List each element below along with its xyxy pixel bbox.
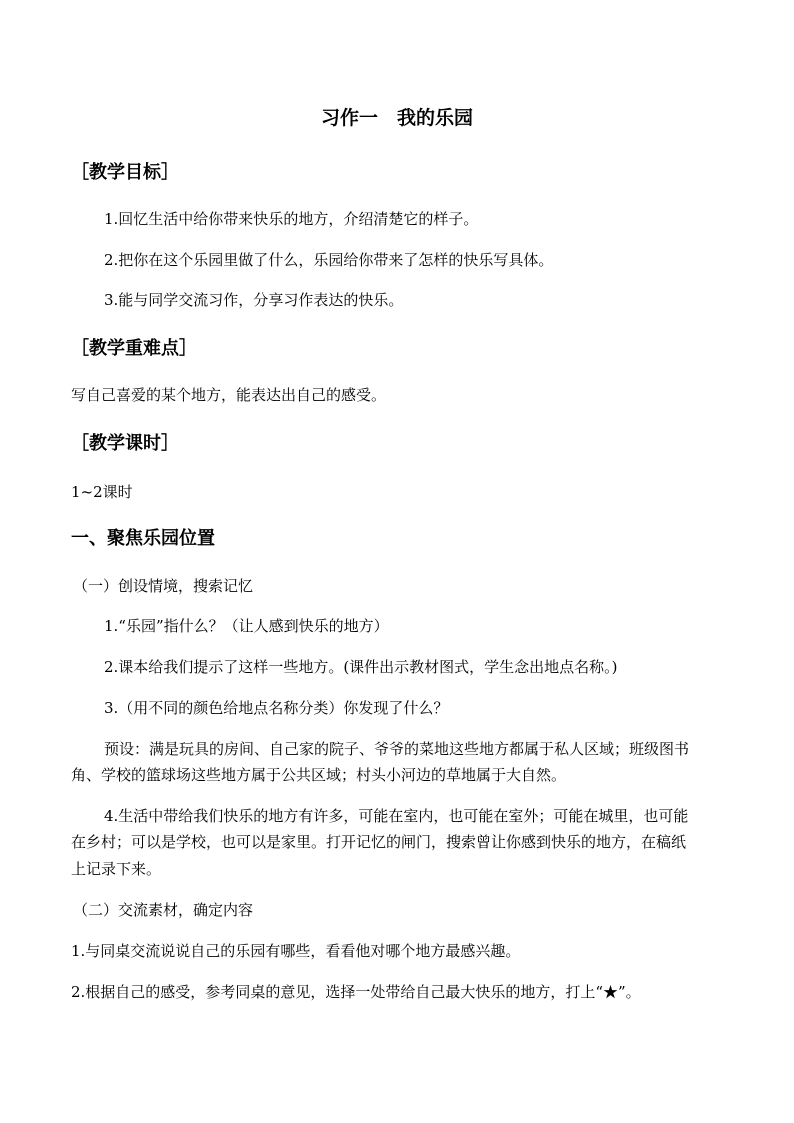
hours-text: 1~2课时	[71, 483, 133, 501]
section-heading-key: ［教学重难点］	[71, 338, 197, 359]
sub2-item-2: 2.根据自己的感受，参考同桌的意见，选择一处带给自己最大快乐的地方，打上“★”。	[71, 983, 641, 1001]
goal-item-1: 1.回忆生活中给你带来快乐的地方，介绍清楚它的样子。	[104, 210, 479, 228]
key-text: 写自己喜爱的某个地方，能表达出自己的感受。	[71, 386, 387, 404]
item4-line-3: 上记录下来。	[71, 860, 162, 878]
sub1-item-1: 1.“乐园”指什么？（让人感到快乐的地方）	[104, 617, 389, 635]
sub1-heading: （一）创设情境，搜索记忆	[73, 577, 254, 595]
item4-line-2: 在乡村；可以是学校，也可以是家里。打开记忆的闸门，搜索曾让你感到快乐的地方，在稿纸	[71, 833, 687, 851]
part1-heading: 一、聚焦乐园位置	[71, 528, 215, 549]
goal-item-2: 2.把你在这个乐园里做了什么，乐园给你带来了怎样的快乐写具体。	[104, 251, 554, 269]
sub1-item-3: 3.（用不同的颜色给地点名称分类）你发现了什么？	[104, 699, 449, 717]
section-heading-goals: ［教学目标］	[71, 162, 179, 183]
sub2-heading: （二）交流素材，确定内容	[73, 901, 254, 919]
section-heading-hours: ［教学课时］	[71, 433, 179, 454]
goal-item-3: 3.能与同学交流习作，分享习作表达的快乐。	[104, 291, 404, 309]
sub2-item-1: 1.与同桌交流说说自己的乐园有哪些，看看他对哪个地方最感兴趣。	[71, 942, 521, 960]
preset-line-1: 预设：满是玩具的房间、自己家的院子、爷爷的菜地这些地方都属于私人区域；班级图书	[104, 740, 690, 758]
page-title: 习作一 我的乐园	[320, 107, 473, 129]
item4-line-1: 4.生活中带给我们快乐的地方有许多，可能在室内，也可能在室外；可能在城里，也可能	[104, 807, 689, 825]
sub1-item-2: 2.课本给我们提示了这样一些地方。(课件出示教材图式，学生念出地点名称。)	[104, 658, 618, 676]
preset-line-2: 角、学校的篮球场这些地方属于公共区域；村头小河边的草地属于大自然。	[71, 766, 567, 784]
